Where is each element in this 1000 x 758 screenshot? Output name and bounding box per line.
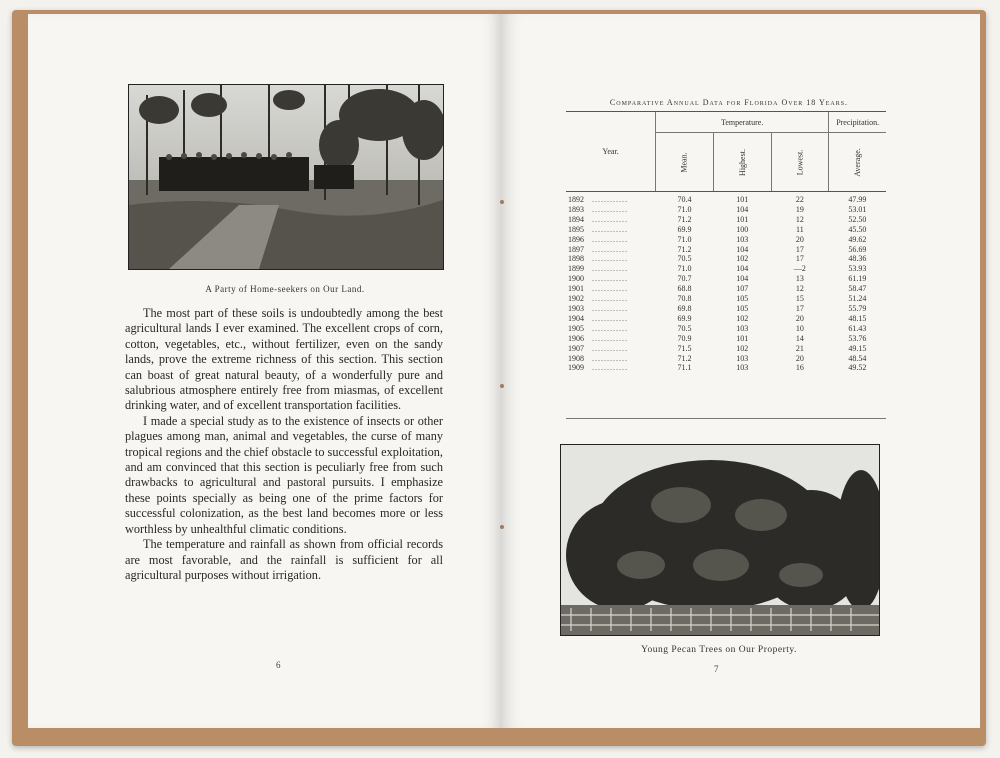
highest-cell: 103	[736, 323, 749, 333]
lowest-cell: 15	[795, 294, 804, 304]
body-text	[125, 306, 443, 583]
average-cell: 52.50	[848, 214, 867, 224]
year-cell: 1898 ............	[568, 254, 628, 264]
pecan-trees-photo	[560, 444, 880, 636]
highest-cell: 102	[736, 313, 749, 323]
mean-cell: 71.0	[677, 264, 692, 274]
table-row	[566, 274, 886, 284]
mean-cell: 71.2	[677, 353, 692, 363]
mean-header: Mean.	[656, 133, 714, 192]
photo-caption: A Party of Home-seekers on Our Land.	[205, 284, 365, 294]
average-cell: 58.47	[848, 284, 867, 294]
lowest-cell: 21	[795, 343, 804, 353]
year-header: Year.	[566, 112, 656, 192]
table-body	[566, 192, 886, 374]
year-cell: 1897 ............	[568, 244, 628, 254]
year-cell: 1901 ............	[568, 284, 628, 294]
highest-cell: 107	[736, 284, 749, 294]
mean-cell: 70.7	[677, 274, 692, 284]
lowest-cell: 20	[795, 353, 804, 363]
year-cell: 1892 ............	[568, 195, 628, 204]
average-cell: 45.50	[848, 224, 867, 234]
paragraph: I made a special study as to the existence of insects or other plagues among man, animal and vegetables, the curse of many tropical regions and the chief obstacle to successful exploitation, and am convinced that this section is peculiarly free from such drawbacks to agricultural and pastoral pursuits. I emphasize these points specially as being one of the prime factors for successful colonization, as the best land becomes more or less worthless by unhealthful climatic conditions.	[125, 413, 443, 536]
table-row	[566, 215, 886, 225]
highest-cell: 102	[736, 254, 749, 264]
mean-cell: 71.2	[677, 244, 692, 254]
lowest-cell: 17	[795, 254, 804, 264]
average-cell: 49.62	[848, 234, 867, 244]
average-cell: 53.01	[848, 204, 867, 214]
temperature-header: Temperature.	[656, 112, 829, 133]
table-row	[566, 334, 886, 344]
lowest-cell: 17	[795, 244, 804, 254]
table-row	[566, 324, 886, 334]
table-row	[566, 235, 886, 245]
table-title: Comparative Annual Data for Florida Over 18 Years.	[609, 98, 849, 107]
highest-cell: 101	[736, 214, 749, 224]
year-cell: 1893 ............	[568, 204, 628, 214]
table-row	[566, 284, 886, 294]
climate-table	[566, 111, 886, 373]
lowest-cell: —2	[793, 264, 806, 274]
lowest-cell: 10	[795, 323, 804, 333]
table-row	[566, 205, 886, 215]
page-number: 6	[276, 660, 281, 670]
highest-cell: 104	[736, 204, 749, 214]
lowest-header: Lowest.	[771, 133, 829, 192]
lowest-cell: 17	[795, 303, 804, 313]
table-row	[566, 264, 886, 274]
average-cell: 48.36	[848, 254, 867, 264]
table-row	[566, 304, 886, 314]
binding-staple	[500, 200, 504, 204]
mean-cell: 69.9	[677, 224, 692, 234]
average-cell: 49.15	[848, 343, 867, 353]
year-cell: 1909 ............	[568, 363, 628, 373]
highest-cell: 103	[736, 363, 749, 373]
highest-cell: 105	[736, 303, 749, 313]
highest-header: Highest.	[713, 133, 771, 192]
highest-cell: 102	[736, 343, 749, 353]
page-number: 7	[714, 664, 719, 674]
lowest-cell: 11	[796, 224, 804, 234]
average-header: Average.	[829, 133, 886, 192]
highest-cell: 104	[736, 264, 749, 274]
paragraph: The most part of these soils is undoubtedly among the best agricultural lands I ever examined. The excellent crops of corn, cotton, vegetables, etc., without fertilizer, even on the sandy lands, prove the extreme richness of this section. This section can boast of great natural beauty, of a wonderfully pure and salubrious atmosphere entirely free from miasmas, of excellent drinking water, and of excellent transportation facilities.	[125, 306, 443, 413]
highest-cell: 103	[736, 234, 749, 244]
mean-cell: 70.8	[677, 294, 692, 304]
average-cell: 51.24	[848, 294, 867, 304]
mean-cell: 69.8	[677, 303, 692, 313]
average-cell: 61.43	[848, 323, 867, 333]
mean-cell: 71.5	[677, 343, 692, 353]
year-cell: 1905 ............	[568, 323, 628, 333]
table-bottom-rule	[566, 418, 886, 419]
lowest-cell: 13	[795, 274, 804, 284]
table-row	[566, 192, 886, 205]
mean-cell: 71.0	[677, 234, 692, 244]
lowest-cell: 20	[795, 234, 804, 244]
paragraph: The temperature and rainfall as shown from official records are most favorable, and the rainfall is sufficient for all agricultural purposes without irrigation.	[125, 537, 443, 582]
mean-cell: 70.5	[677, 254, 692, 264]
table-row	[566, 354, 886, 364]
year-cell: 1907 ............	[568, 343, 628, 353]
lowest-cell: 16	[795, 363, 804, 373]
average-cell: 53.93	[848, 264, 867, 274]
average-cell: 47.99	[848, 195, 867, 204]
mean-cell: 70.4	[677, 195, 692, 204]
average-cell: 48.15	[848, 313, 867, 323]
average-cell: 53.76	[848, 333, 867, 343]
table-row	[566, 294, 886, 304]
average-cell: 55.79	[848, 303, 867, 313]
average-cell: 61.19	[848, 274, 867, 284]
year-cell: 1896 ............	[568, 234, 628, 244]
binding-staple	[500, 525, 504, 529]
year-cell: 1900 ............	[568, 274, 628, 284]
lowest-cell: 19	[795, 204, 804, 214]
highest-cell: 104	[736, 274, 749, 284]
year-cell: 1899 ............	[568, 264, 628, 274]
mean-cell: 71.0	[677, 204, 692, 214]
right-page	[502, 14, 980, 728]
average-cell: 49.52	[848, 363, 867, 373]
lowest-cell: 14	[795, 333, 804, 343]
table-row	[566, 254, 886, 264]
highest-cell: 101	[736, 333, 749, 343]
table-row	[566, 245, 886, 255]
highest-cell: 104	[736, 244, 749, 254]
binding-staple	[500, 384, 504, 388]
mean-cell: 71.2	[677, 214, 692, 224]
year-cell: 1902 ............	[568, 294, 628, 304]
table-row	[566, 314, 886, 324]
mean-cell: 71.1	[677, 363, 692, 373]
year-cell: 1895 ............	[568, 224, 628, 234]
mean-cell: 68.8	[677, 284, 692, 294]
mean-cell: 70.5	[677, 323, 692, 333]
left-page	[28, 14, 503, 728]
table-row	[566, 344, 886, 354]
year-cell: 1906 ............	[568, 333, 628, 343]
table-row	[566, 225, 886, 235]
table-row	[566, 363, 886, 373]
lowest-cell: 12	[795, 214, 804, 224]
mean-cell: 69.9	[677, 313, 692, 323]
mean-cell: 70.9	[677, 333, 692, 343]
highest-cell: 105	[736, 294, 749, 304]
lowest-cell: 12	[795, 284, 804, 294]
highest-cell: 100	[736, 224, 749, 234]
highest-cell: 103	[736, 353, 749, 363]
year-cell: 1894 ............	[568, 214, 628, 224]
year-cell: 1904 ............	[568, 313, 628, 323]
year-cell: 1908 ............	[568, 353, 628, 363]
photo-caption: Young Pecan Trees on Our Property.	[641, 645, 797, 655]
highest-cell: 101	[736, 195, 749, 204]
lowest-cell: 20	[795, 313, 804, 323]
average-cell: 48.54	[848, 353, 867, 363]
year-cell: 1903 ............	[568, 303, 628, 313]
home-seekers-photo	[128, 84, 444, 270]
lowest-cell: 22	[795, 195, 804, 204]
average-cell: 56.69	[848, 244, 867, 254]
precipitation-header: Precipitation.	[829, 112, 886, 133]
